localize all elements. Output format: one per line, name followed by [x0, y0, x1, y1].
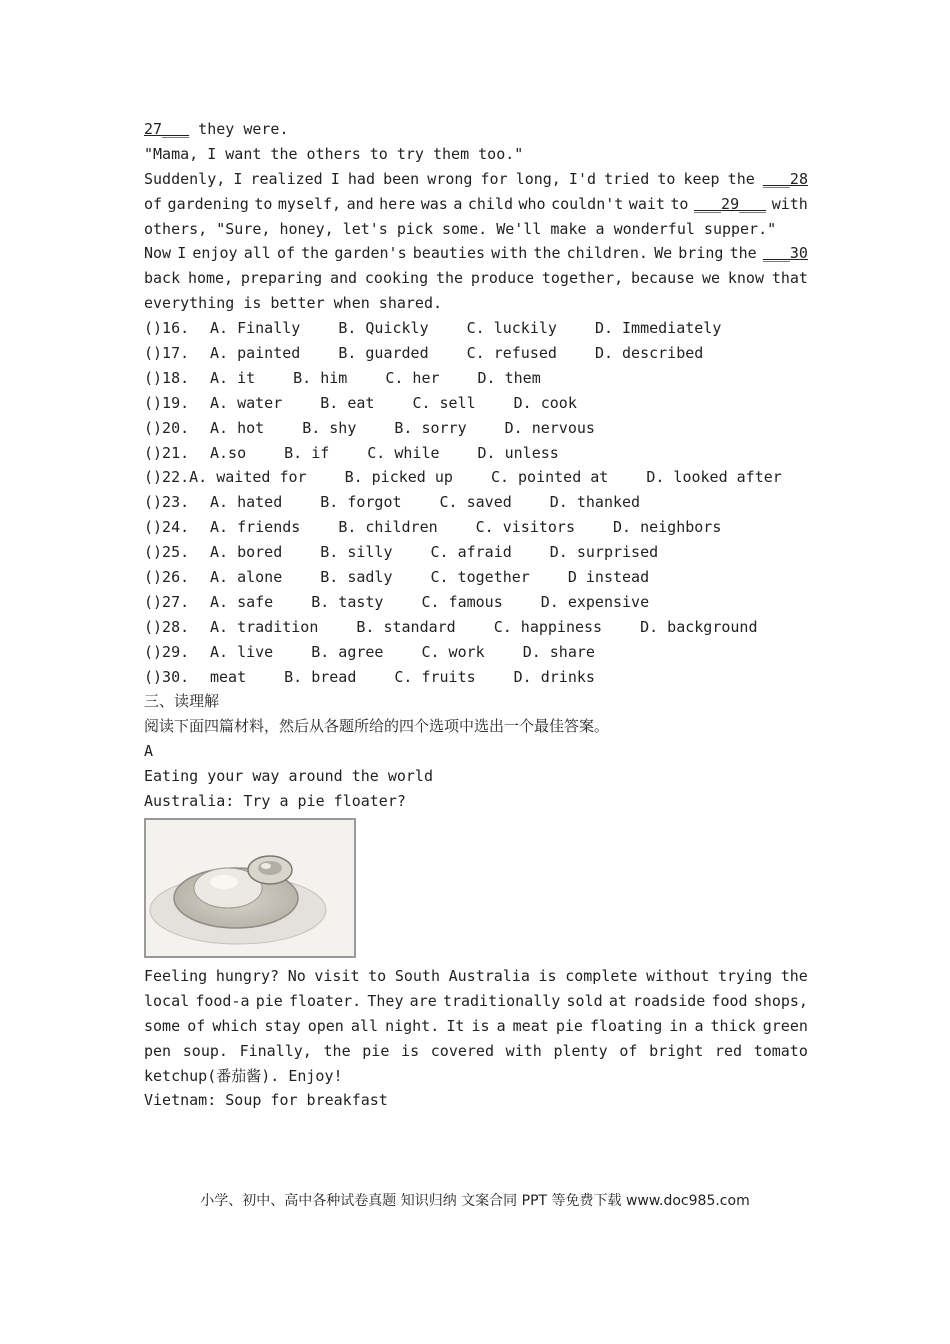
answer-option: D. neighbors — [613, 518, 722, 537]
answer-option: D. looked after — [646, 468, 782, 487]
word: and — [346, 194, 374, 213]
word: traditionally — [442, 991, 561, 1010]
paragraph-line — [144, 964, 808, 989]
answer-option: D. surprised — [549, 543, 659, 562]
word: was — [420, 194, 448, 213]
word: children. — [566, 244, 648, 263]
answer-option: C. visitors — [475, 518, 575, 537]
answer-option: C. refused — [466, 344, 557, 363]
question-number: ()17. — [144, 344, 190, 363]
answer-option: D. Immediately — [594, 319, 722, 338]
word: which — [212, 1016, 258, 1035]
question-row — [144, 366, 808, 391]
question-row — [144, 590, 808, 615]
word: keep — [683, 169, 720, 188]
word: the — [323, 1041, 351, 1060]
word: ___30 — [762, 244, 808, 263]
question-number: ()24. — [144, 518, 190, 537]
word: food — [711, 991, 748, 1010]
question-row — [144, 490, 808, 515]
answer-option: A. Finally — [210, 319, 301, 338]
paragraph-line — [144, 1039, 808, 1064]
word: cooking — [364, 269, 429, 288]
answer-option: D. them — [477, 368, 541, 387]
word: tomato — [753, 1041, 808, 1060]
answer-option: C. famous — [421, 592, 503, 611]
answer-option: D instead — [567, 568, 650, 587]
answer-option: B. picked up — [344, 468, 453, 487]
paragraph-line — [144, 1014, 808, 1039]
word: the — [780, 966, 808, 985]
answer-option: A. friends — [210, 518, 301, 537]
word: that — [771, 269, 808, 288]
word: a — [496, 1016, 506, 1035]
word: local — [144, 991, 190, 1010]
passage-letter: A — [144, 742, 154, 761]
word: South — [394, 966, 440, 985]
word: the — [435, 269, 464, 288]
word: bring — [678, 244, 724, 263]
question-row — [144, 391, 808, 416]
word: know — [727, 269, 764, 288]
answer-option: C. sell — [412, 393, 476, 412]
paragraph-line — [144, 989, 808, 1014]
answer-option: B. sorry — [394, 418, 467, 437]
answer-option: C. fruits — [394, 667, 476, 686]
word: at — [608, 991, 627, 1010]
pie-floater-image — [144, 818, 356, 958]
answer-option: D. thanked — [549, 493, 641, 512]
word: trying — [717, 966, 773, 985]
answer-option: C. luckily — [466, 319, 557, 338]
paragraph-pie-floater — [144, 964, 808, 1064]
word: pie — [555, 1016, 583, 1035]
subheading-vietnam: Vietnam: Soup for breakfast — [144, 1091, 388, 1110]
answer-option: C. pointed at — [490, 468, 609, 487]
answer-option: A. waited for — [189, 468, 307, 487]
word: been — [383, 169, 420, 188]
word: home, — [187, 269, 234, 288]
word: wrong — [427, 169, 473, 188]
word: the — [533, 244, 561, 263]
answer-option: A.so — [210, 443, 247, 462]
word: couldn't — [551, 194, 624, 213]
word: I — [177, 244, 187, 263]
answer-option: C. her — [385, 368, 440, 387]
passage-line-2: "Mama, I want the others to try them too." — [144, 144, 524, 163]
word: We — [654, 244, 673, 263]
word: the — [301, 244, 329, 263]
word: wait — [628, 194, 665, 213]
question-row — [144, 540, 808, 565]
word: a — [453, 194, 463, 213]
word: with — [505, 1041, 542, 1060]
word: ___29___ — [693, 194, 767, 213]
question-row — [144, 565, 808, 590]
answer-option: A. hated — [210, 493, 283, 512]
word: hungry? — [215, 966, 280, 985]
word: stay — [264, 1016, 301, 1035]
word: pie — [362, 1041, 390, 1060]
answer-option: C. afraid — [430, 543, 512, 562]
section-heading: 三、读理解 — [144, 692, 220, 711]
answer-option: B. agree — [311, 642, 384, 661]
question-number: ()16. — [144, 319, 190, 338]
section-instruction: 阅读下面四篇材料，然后从各题所给的四个选项中选出一个最佳答案。 — [144, 717, 610, 736]
answer-option: A. hot — [210, 418, 265, 437]
word: produce — [470, 269, 535, 288]
question-row — [144, 341, 808, 366]
word: child — [467, 194, 513, 213]
question-number: ()20. — [144, 418, 190, 437]
word: visit — [314, 966, 360, 985]
question-number: ()27. — [144, 592, 190, 611]
word: food-a — [195, 991, 250, 1010]
question-number: ()26. — [144, 568, 190, 587]
word: to — [670, 194, 689, 213]
word: open — [307, 1016, 344, 1035]
answer-option: meat — [210, 667, 247, 686]
word: we — [702, 269, 721, 288]
passage-line-6 — [144, 241, 808, 266]
word: thick — [710, 1016, 756, 1035]
passage-line-3 — [144, 167, 808, 192]
word: It — [446, 1016, 465, 1035]
answer-option: C. together — [430, 568, 530, 587]
word: preparing — [240, 269, 323, 288]
word: is — [471, 1016, 490, 1035]
word: ___28 — [762, 169, 808, 188]
answer-option: B. him — [293, 368, 348, 387]
answer-option: D. drinks — [513, 667, 595, 686]
word: the — [729, 244, 757, 263]
answer-option: C. happiness — [493, 617, 603, 636]
word: soup. — [182, 1041, 228, 1060]
answer-option: D. nervous — [504, 418, 595, 437]
word: long, — [515, 169, 561, 188]
word: red — [714, 1041, 743, 1060]
answer-option: C. work — [421, 642, 485, 661]
word: enjoy — [192, 244, 238, 263]
word: because — [630, 269, 695, 288]
word: beauties — [412, 244, 486, 263]
passage-line-7 — [144, 266, 808, 291]
word: Finally, — [239, 1041, 312, 1060]
answer-option: D. cook — [513, 393, 577, 412]
word: to — [368, 966, 387, 985]
word: myself, — [277, 194, 342, 213]
word: is — [401, 1041, 420, 1060]
word: Suddenly, — [144, 169, 226, 188]
word: of — [187, 1016, 206, 1035]
answer-option: A. alone — [210, 568, 283, 587]
word: of — [276, 244, 295, 263]
question-row — [144, 465, 808, 490]
word: I — [233, 169, 243, 188]
question-list — [144, 316, 808, 689]
word: a — [694, 1016, 704, 1035]
question-row — [144, 615, 808, 640]
word: some — [144, 1016, 181, 1035]
word: in — [669, 1016, 688, 1035]
word: are — [409, 991, 437, 1010]
word: to — [254, 194, 273, 213]
word: Australia — [448, 966, 530, 985]
answer-option: A. water — [210, 393, 283, 412]
word: pie — [255, 991, 283, 1010]
question-number: ()28. — [144, 617, 190, 636]
answer-option: B. Quickly — [338, 319, 429, 338]
answer-option: D. described — [594, 344, 704, 363]
word: Now — [144, 244, 172, 263]
pie-floater-illustration — [146, 820, 354, 956]
answer-option: B. if — [284, 443, 330, 462]
answer-option: A. live — [210, 642, 274, 661]
answer-option: D. expensive — [540, 592, 650, 611]
word: covered — [430, 1041, 494, 1060]
word: together, — [541, 269, 624, 288]
question-number: ()30. — [144, 667, 190, 686]
word: I'd — [568, 169, 597, 188]
word: is — [538, 966, 557, 985]
question-number: ()29. — [144, 642, 190, 661]
passage-line-5: others, "Sure, honey, let's pick some. We'll make a wonderful supper." — [144, 219, 777, 238]
question-row — [144, 665, 808, 690]
answer-option: B. eat — [320, 393, 375, 412]
answer-option: B. children — [338, 518, 438, 537]
answer-option: A. it — [210, 368, 256, 387]
question-number: ()18. — [144, 368, 190, 387]
word: floating — [590, 1016, 663, 1035]
answer-option: C. saved — [439, 493, 512, 512]
word: complete — [565, 966, 638, 985]
word: pen — [144, 1041, 172, 1060]
word: of — [144, 194, 163, 213]
word: gardening — [167, 194, 249, 213]
word: realized — [250, 169, 323, 188]
word: here — [379, 194, 416, 213]
word: I — [330, 169, 340, 188]
question-number: ()19. — [144, 393, 190, 412]
passage-line-1: 27___ they were. — [144, 120, 289, 138]
answer-option: B. silly — [320, 543, 393, 562]
word: all — [350, 1016, 378, 1035]
word: garden's — [334, 244, 407, 263]
word: green — [762, 1016, 808, 1035]
word: who — [518, 194, 546, 213]
answer-option: B. shy — [302, 418, 357, 437]
word: Feeling — [144, 966, 208, 985]
word: bright — [649, 1041, 704, 1060]
word: had — [347, 169, 375, 188]
word: and — [330, 269, 358, 288]
word: of — [619, 1041, 638, 1060]
answer-option: B. sadly — [320, 568, 393, 587]
word: sold — [566, 991, 603, 1010]
document-page — [144, 117, 808, 1113]
question-row — [144, 416, 808, 441]
answer-option: B. standard — [356, 617, 456, 636]
page-footer: 小学、初中、高中各种试卷真题 知识归纳 文案合同 PPT 等免费下载 www.doc985.com — [200, 1193, 750, 1209]
paragraph-pie-floater-last: ketchup(番茄酱). Enjoy! — [144, 1066, 343, 1085]
answer-option: D. background — [640, 617, 758, 636]
word: the — [727, 169, 755, 188]
passage-line-8: everything is better when shared. — [144, 294, 443, 313]
word: back — [144, 269, 181, 288]
word: floater. — [288, 991, 362, 1010]
answer-option: B. guarded — [338, 344, 429, 363]
word: with — [491, 244, 528, 263]
word: shops, — [753, 991, 808, 1010]
word: without — [646, 966, 710, 985]
answer-option: D. unless — [477, 443, 559, 462]
word: plenty — [553, 1041, 608, 1060]
answer-option: C. while — [367, 443, 440, 462]
answer-option: A. tradition — [210, 617, 319, 636]
answer-option: A. safe — [210, 592, 274, 611]
question-row — [144, 515, 808, 540]
question-number: ()22. — [144, 468, 190, 487]
question-number: ()21. — [144, 443, 190, 462]
word: for — [480, 169, 508, 188]
word: all — [243, 244, 271, 263]
word: night. — [385, 1016, 440, 1035]
article-title: Eating your way around the world — [144, 767, 433, 786]
answer-option: D. share — [522, 642, 595, 661]
blank-27: 27___ — [144, 120, 190, 138]
answer-option: A. painted — [210, 344, 301, 363]
question-row — [144, 316, 808, 341]
passage-line-4 — [144, 192, 808, 217]
word: No — [287, 966, 306, 985]
answer-option: B. tasty — [311, 592, 384, 611]
word: They — [367, 991, 404, 1010]
subheading-australia: Australia: Try a pie floater? — [144, 792, 406, 811]
question-number: ()25. — [144, 543, 190, 562]
question-number: ()23. — [144, 493, 190, 512]
word: tried — [604, 169, 650, 188]
word: meat — [512, 1016, 549, 1035]
question-row — [144, 640, 808, 665]
word: with — [771, 194, 808, 213]
answer-option: A. bored — [210, 543, 283, 562]
answer-option: B. forgot — [320, 493, 402, 512]
answer-option: B. bread — [284, 667, 357, 686]
word: to — [657, 169, 676, 188]
word: roadside — [633, 991, 706, 1010]
question-row — [144, 441, 808, 466]
